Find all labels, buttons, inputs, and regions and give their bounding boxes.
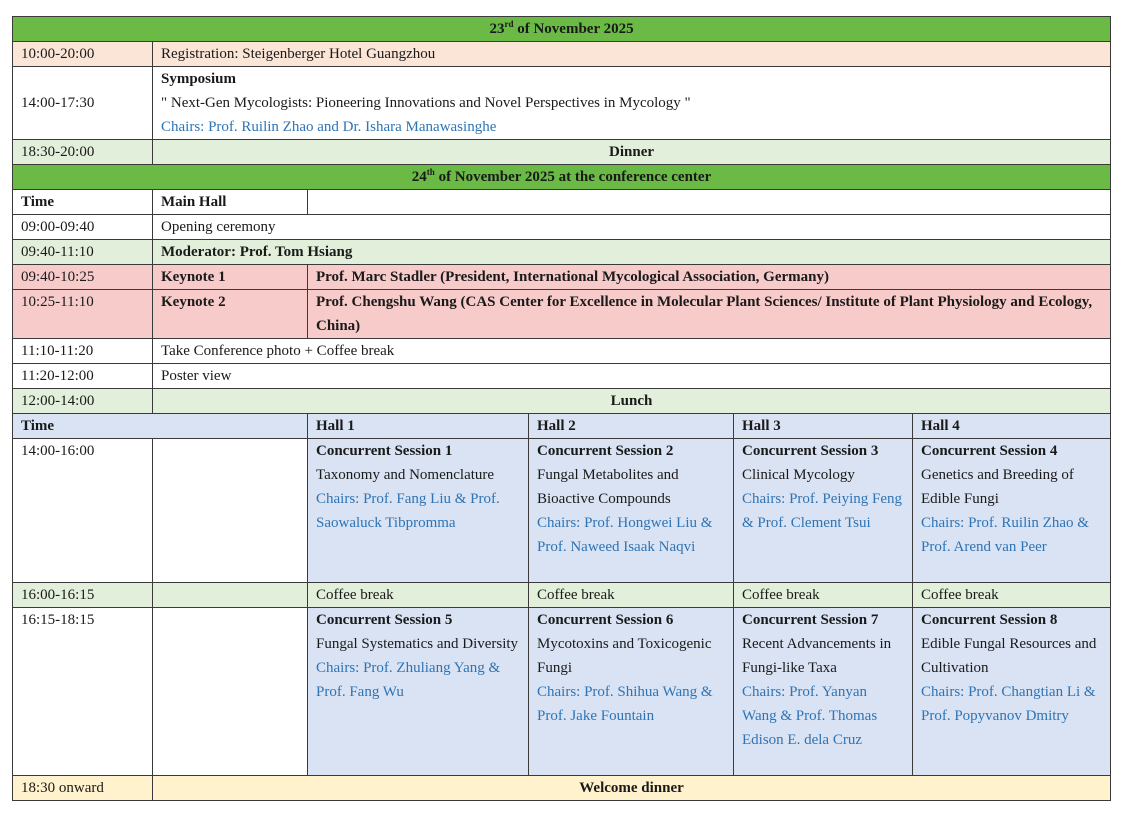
dinner-row — [13, 140, 1111, 165]
symposium-row — [13, 67, 1111, 140]
time-cell: 11:20-12:00 — [13, 364, 153, 389]
photo-coffee-break: Take Conference photo + Coffee break — [153, 339, 1111, 364]
session-topic: Mycotoxins and Toxicogenic Fungi — [537, 636, 712, 676]
session-title: Concurrent Session 3 — [742, 443, 879, 459]
coffee-break-hall-2: Coffee break — [529, 583, 734, 608]
coffee-break-hall-4: Coffee break — [913, 583, 1111, 608]
session-chairs: Chairs: Prof. Ruilin Zhao & Prof. Arend van Peer — [921, 515, 1089, 555]
symposium-cell — [153, 67, 1111, 140]
day1-date-number: 23 — [489, 21, 505, 37]
session-4-cell — [913, 439, 1111, 583]
session-title: Concurrent Session 2 — [537, 443, 674, 459]
session-7-cell — [734, 608, 913, 776]
session-topic: Clinical Mycology — [742, 467, 855, 483]
symposium-topic: " Next-Gen Mycologists: Pioneering Innovations and Novel Perspectives in Mycology " — [161, 95, 691, 111]
coffee-break-row — [13, 583, 1111, 608]
keynote2-label: Keynote 2 — [153, 290, 308, 339]
symposium-chairs: Chairs: Prof. Ruilin Zhao and Dr. Ishara Manawasinghe — [161, 119, 497, 135]
session-chairs: Chairs: Prof. Changtian Li & Prof. Popyvanov Dmitry — [921, 684, 1096, 724]
time-cell: 09:40-11:10 — [13, 240, 153, 265]
time-cell: 18:30 onward — [13, 776, 153, 801]
day1-date-suffix: rd — [504, 19, 514, 29]
time-header: Time — [13, 190, 153, 215]
session-chairs: Chairs: Prof. Shihua Wang & Prof. Jake Fountain — [537, 684, 713, 724]
session-1-cell — [308, 439, 529, 583]
opening-row — [13, 215, 1111, 240]
session-title: Concurrent Session 8 — [921, 612, 1058, 628]
session-6-cell — [529, 608, 734, 776]
dinner-label: Dinner — [153, 140, 1111, 165]
time-cell: 09:40-10:25 — [13, 265, 153, 290]
session-chairs: Chairs: Prof. Yanyan Wang & Prof. Thomas Edison E. dela Cruz — [742, 684, 878, 748]
session-topic: Recent Advancements in Fungi-like Taxa — [742, 636, 892, 676]
main-hall-header: Main Hall — [153, 190, 308, 215]
hall-3-header: Hall 3 — [734, 414, 913, 439]
welcome-dinner-label: Welcome dinner — [153, 776, 1111, 801]
photo-row — [13, 339, 1111, 364]
opening-ceremony: Opening ceremony — [153, 215, 1111, 240]
session-2-cell — [529, 439, 734, 583]
time-cell: 10:00-20:00 — [13, 42, 153, 67]
registration-row — [13, 42, 1111, 67]
coffee-break-hall-1: Coffee break — [308, 583, 529, 608]
time-cell: 18:30-20:00 — [13, 140, 153, 165]
keynote2-speaker: Prof. Chengshu Wang (CAS Center for Excellence in Molecular Plant Sciences/ Institute of Plant Physiology and Ecology, China) — [308, 290, 1111, 339]
session-8-cell — [913, 608, 1111, 776]
moderator-row — [13, 240, 1111, 265]
keynote1-label: Keynote 1 — [153, 265, 308, 290]
moderator-text: Moderator: Prof. Tom Hsiang — [153, 240, 1111, 265]
poster-view: Poster view — [153, 364, 1111, 389]
time-cell: 14:00-17:30 — [13, 67, 153, 140]
lunch-label: Lunch — [153, 389, 1111, 414]
day2-date-suffix: th — [426, 167, 435, 177]
time-cell: 12:00-14:00 — [13, 389, 153, 414]
registration-text: Registration: Steigenberger Hotel Guangzhou — [153, 42, 1111, 67]
day1-header-row — [13, 17, 1111, 42]
session-3-cell — [734, 439, 913, 583]
session-title: Concurrent Session 5 — [316, 612, 453, 628]
hall-2-header: Hall 2 — [529, 414, 734, 439]
lunch-row — [13, 389, 1111, 414]
time-cell: 11:10-11:20 — [13, 339, 153, 364]
day1-date-header — [13, 17, 1111, 42]
conference-schedule — [12, 16, 1110, 801]
session-chairs: Chairs: Prof. Zhuliang Yang & Prof. Fang Wu — [316, 660, 501, 700]
day2-date-text: of November 2025 at the conference center — [434, 169, 712, 185]
empty-cell — [153, 608, 308, 776]
session-topic: Fungal Metabolites and Bioactive Compounds — [537, 467, 679, 507]
hall-1-header: Hall 1 — [308, 414, 529, 439]
session-chairs: Chairs: Prof. Peiying Feng & Prof. Clement Tsui — [742, 491, 902, 531]
session-title: Concurrent Session 7 — [742, 612, 879, 628]
session-title: Concurrent Session 6 — [537, 612, 674, 628]
welcome-dinner-row — [13, 776, 1111, 801]
sessions-block1-row — [13, 439, 1111, 583]
session-topic: Fungal Systematics and Diversity — [316, 636, 519, 652]
day2-header-row — [13, 165, 1111, 190]
sessions-block2-row — [13, 608, 1111, 776]
empty-cell — [153, 583, 308, 608]
session-chairs: Chairs: Prof. Fang Liu & Prof. Saowaluck Tibpromma — [316, 491, 500, 531]
time-cell: 10:25-11:10 — [13, 290, 153, 339]
symposium-title: Symposium — [161, 71, 237, 87]
time-cell: 09:00-09:40 — [13, 215, 153, 240]
session-chairs: Chairs: Prof. Hongwei Liu & Prof. Naweed Isaak Naqvi — [537, 515, 713, 555]
day2-date-number: 24 — [411, 169, 427, 185]
session-topic: Edible Fungal Resources and Cultivation — [921, 636, 1097, 676]
day1-date-text: of November 2025 — [513, 21, 634, 37]
day2-date-header — [13, 165, 1111, 190]
time-cell: 14:00-16:00 — [13, 439, 153, 583]
empty-header-cell — [308, 190, 1111, 215]
session-topic: Genetics and Breeding of Edible Fungi — [921, 467, 1074, 507]
halls-time-header: Time — [13, 414, 308, 439]
poster-row — [13, 364, 1111, 389]
coffee-break-hall-3: Coffee break — [734, 583, 913, 608]
session-title: Concurrent Session 4 — [921, 443, 1058, 459]
hall-4-header: Hall 4 — [913, 414, 1111, 439]
session-topic: Taxonomy and Nomenclature — [316, 467, 495, 483]
empty-cell — [153, 439, 308, 583]
keynote1-speaker: Prof. Marc Stadler (President, International Mycological Association, Germany) — [308, 265, 1111, 290]
halls-header-row — [13, 414, 1111, 439]
session-title: Concurrent Session 1 — [316, 443, 453, 459]
keynote1-row — [13, 265, 1111, 290]
main-hall-header-row — [13, 190, 1111, 215]
time-cell: 16:00-16:15 — [13, 583, 153, 608]
time-cell: 16:15-18:15 — [13, 608, 153, 776]
keynote2-row — [13, 290, 1111, 339]
session-5-cell — [308, 608, 529, 776]
schedule-table — [12, 16, 1111, 801]
